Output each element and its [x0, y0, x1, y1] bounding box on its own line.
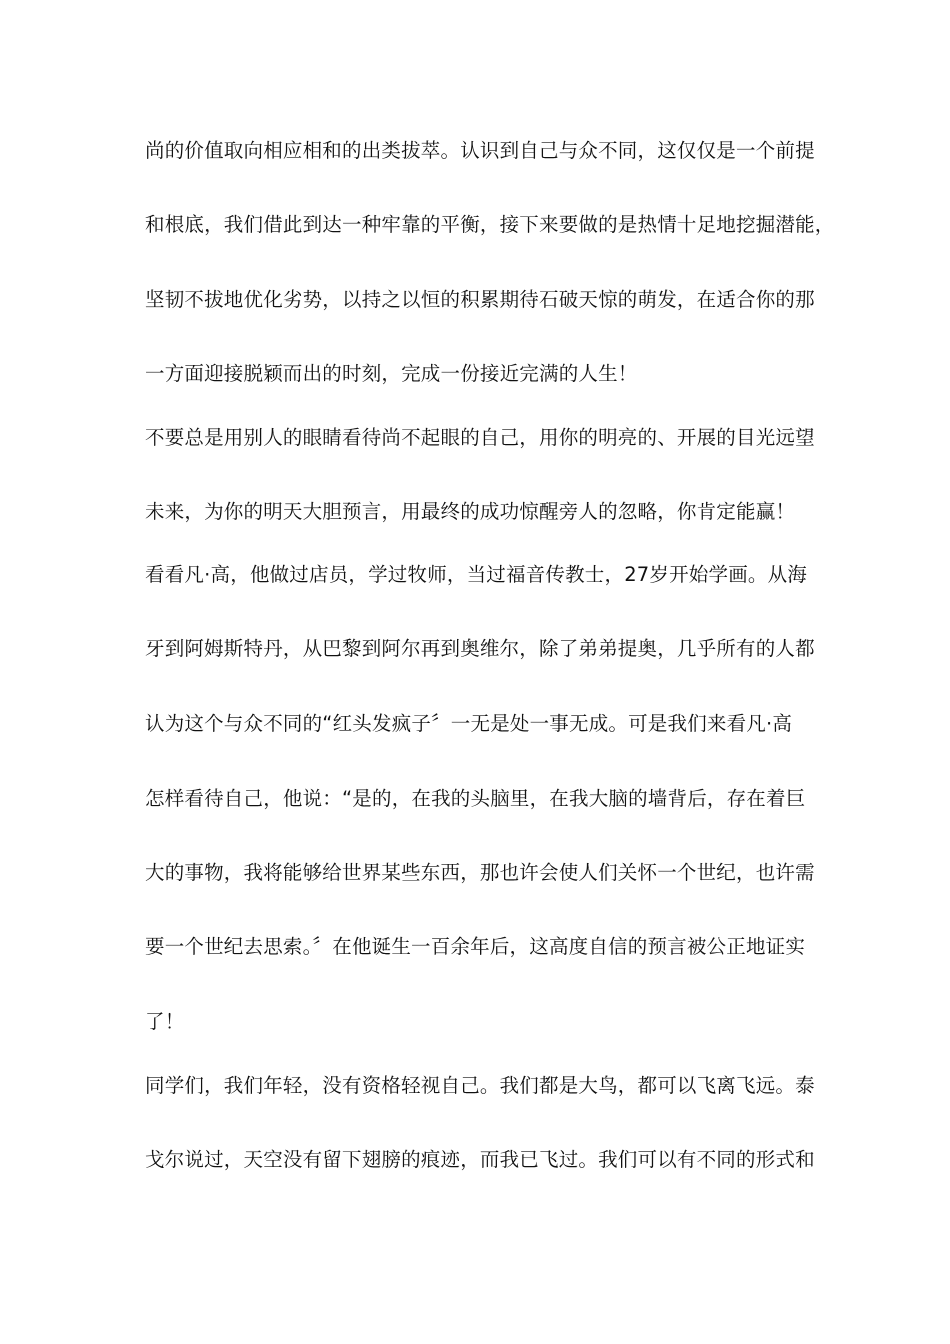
text-line: 大的事物，我将能够给世界某些东西，那也许会使人们关怀一个世纪，也许需 — [145, 861, 815, 884]
text-line: 坚韧不拔地优化劣势，以持之以恒的积累期待石破天惊的萌发，在适合你的那 — [145, 288, 815, 311]
text-line: 未来，为你的明天大胆预言，用最终的成功惊醒旁人的忽略，你肯定能赢！ — [145, 500, 796, 523]
text-line: 同学们，我们年轻，没有资格轻视自己。我们都是大鸟，都可以飞离飞远。泰 — [145, 1074, 815, 1097]
text-line: 怎样看待自己，他说：“是的，在我的头脑里，在我大脑的墙背后，存在着巨 — [145, 787, 806, 810]
text-line: 不要总是用别人的眼睛看待尚不起眼的自己，用你的明亮的、开展的目光远望 — [145, 426, 815, 449]
text-line: 和根底，我们借此到达一种牢靠的平衡，接下来要做的是热情十足地挖掘潜能， — [145, 213, 835, 236]
text-line: 戈尔说过，天空没有留下翅膀的痕迹，而我已飞过。我们可以有不同的形式和 — [145, 1148, 815, 1171]
text-line: 一方面迎接脱颖而出的时刻，完成一份接近完满的人生！ — [145, 362, 638, 385]
text-line: 牙到阿姆斯特丹，从巴黎到阿尔再到奥维尔，除了弟弟提奥，几乎所有的人都 — [145, 637, 815, 660]
text-line: 要一个世纪去思索。〞在他诞生一百余年后，这高度自信的预言被公正地证实 — [145, 935, 806, 958]
text-line: 看看凡·高，他做过店员，学过牧师，当过福音传教士，27岁开始学画。从海 — [145, 563, 808, 586]
text-line: 认为这个与众不同的“红头发疯子〞一无是处一事无成。可是我们来看凡·高 — [145, 712, 793, 735]
text-line: 了！ — [145, 1010, 185, 1033]
text-line: 尚的价值取向相应相和的出类拔萃。认识到自己与众不同，这仅仅是一个前提 — [145, 139, 815, 162]
